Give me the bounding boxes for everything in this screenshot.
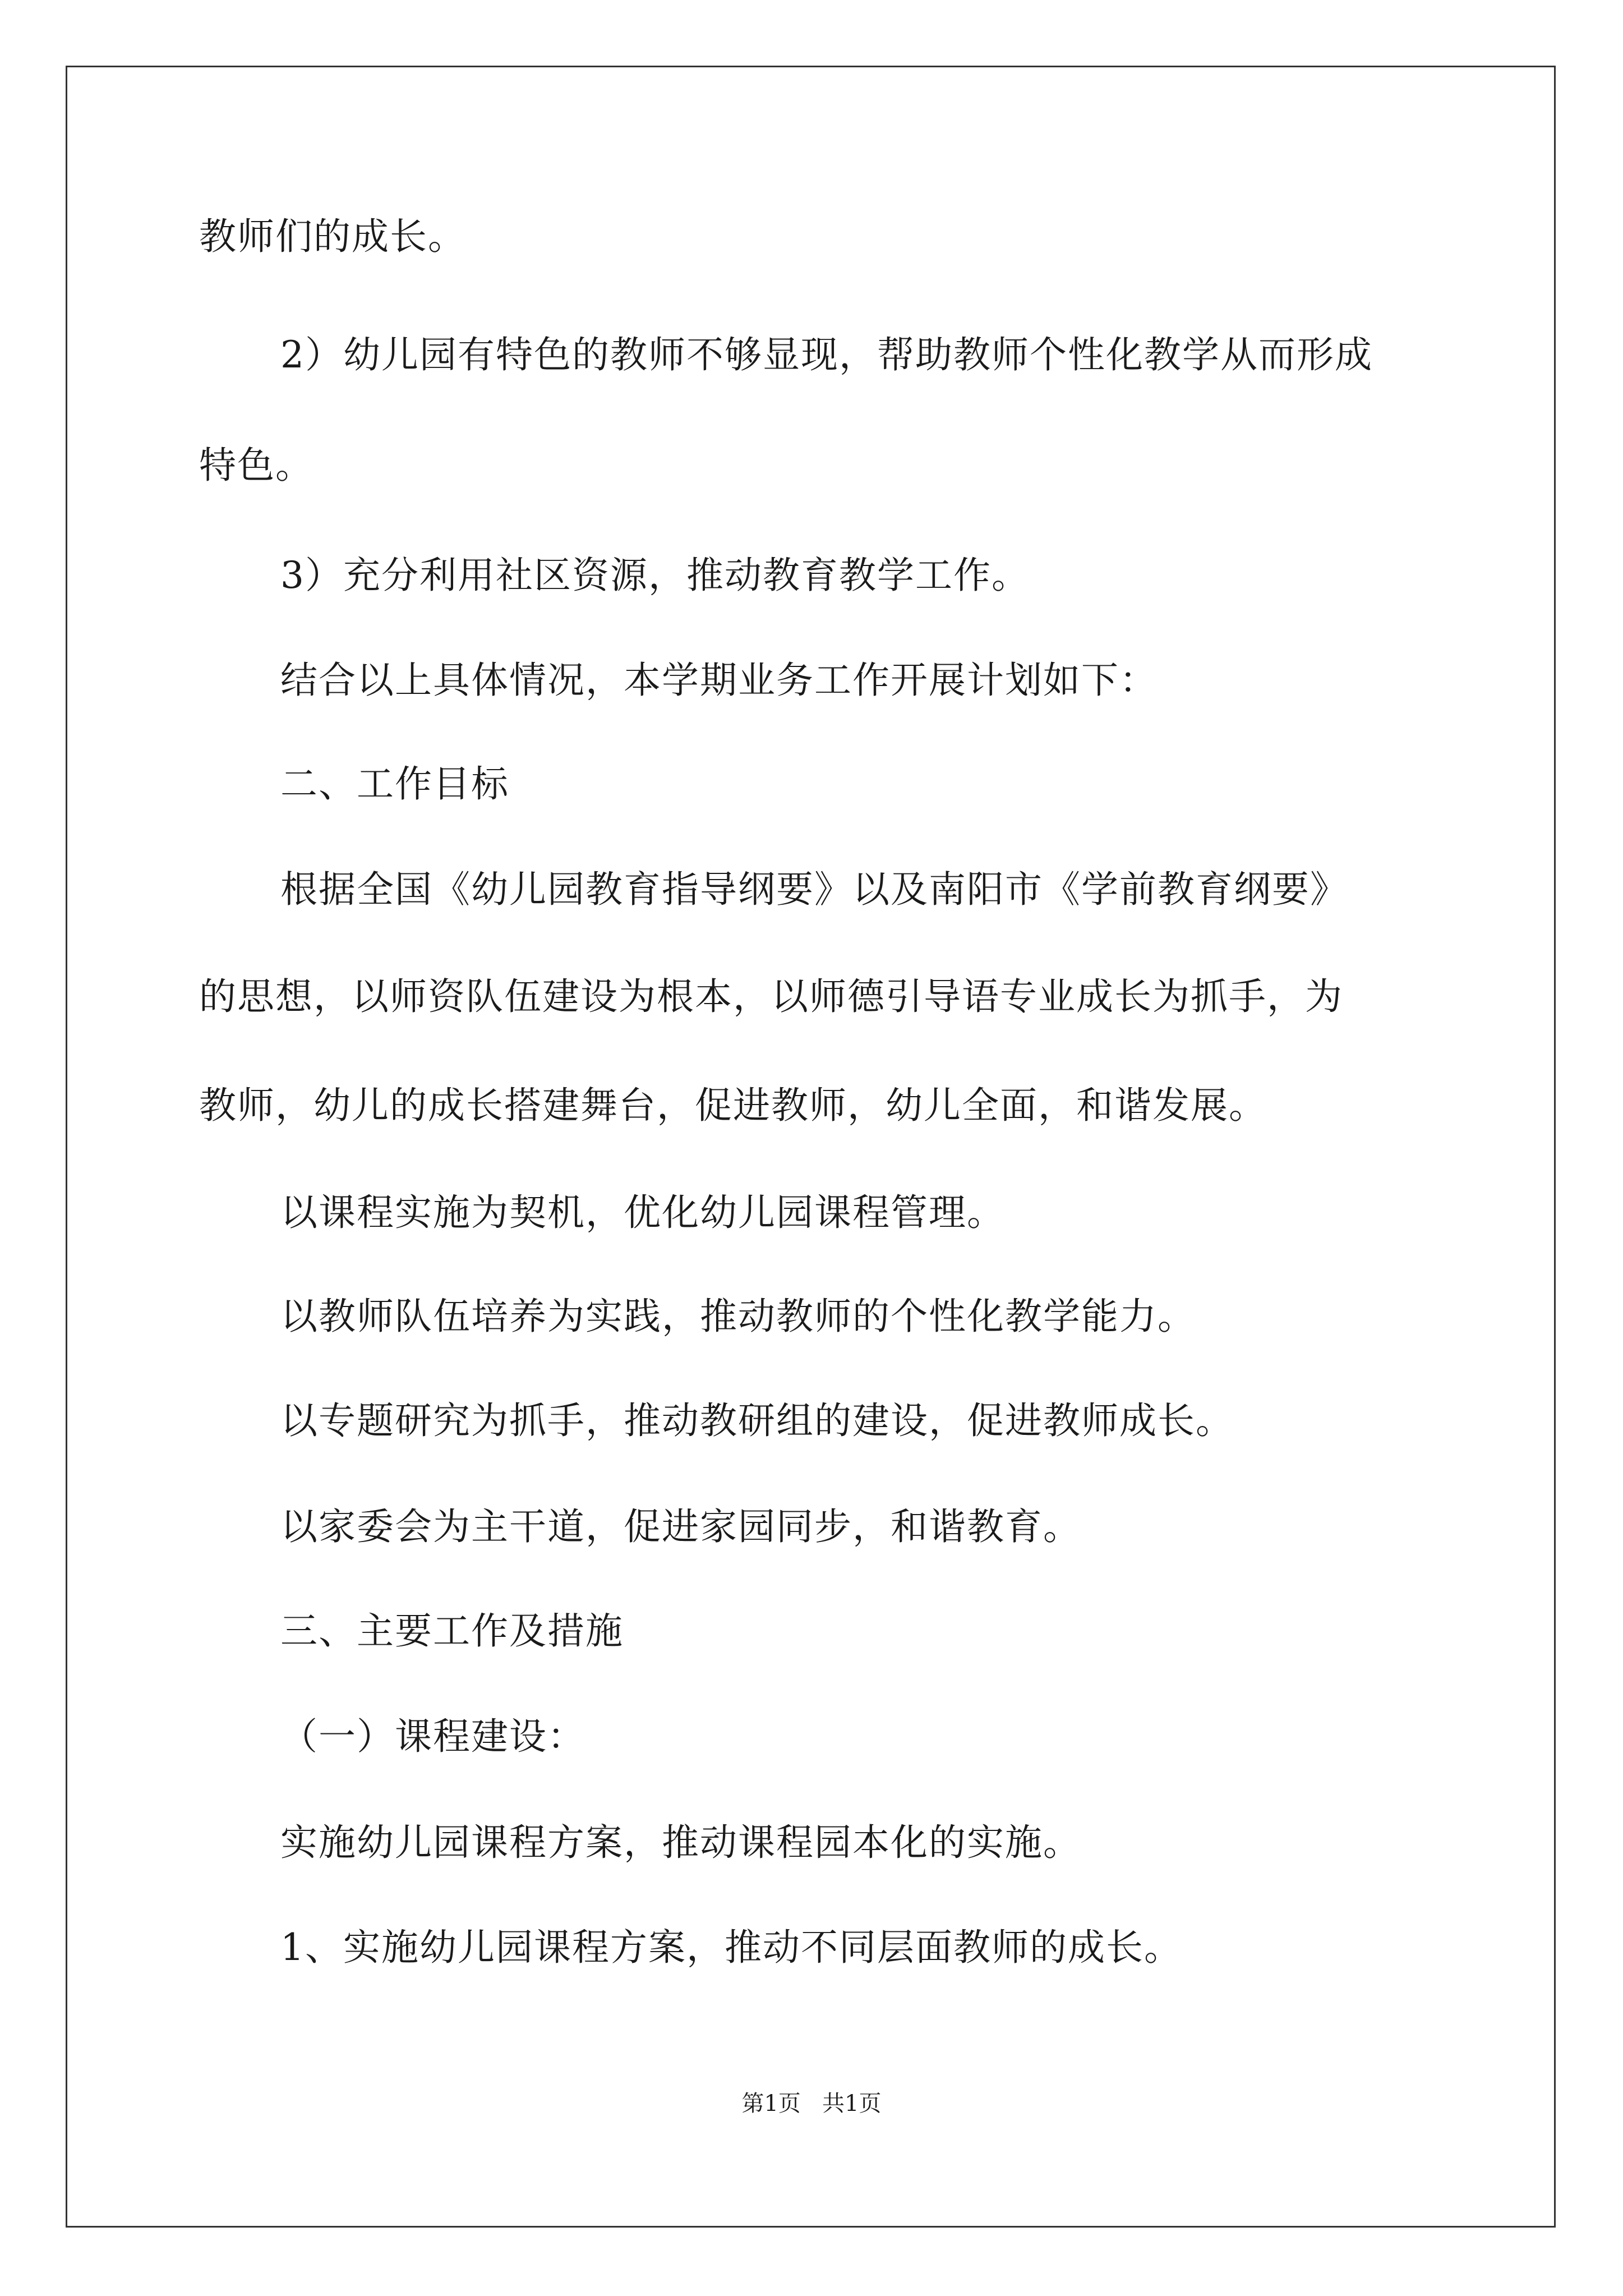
page-border <box>66 66 1556 2228</box>
body-line: 以教师队伍培养为实践，推动教师的个性化教学能力。 <box>280 1295 1196 1338</box>
body-line: 的思想，以师资队伍建设为根本，以师德引导语专业成长为抓手，为 <box>199 975 1343 1018</box>
body-line: 特色。 <box>199 444 313 487</box>
body-line: 实施幼儿园课程方案，推动课程园本化的实施。 <box>280 1821 1081 1864</box>
body-line: 结合以上具体情况，本学期业务工作开展计划如下： <box>280 659 1158 702</box>
section-heading: 三、主要工作及措施 <box>280 1609 624 1653</box>
subsection-heading: （一）课程建设： <box>280 1715 585 1758</box>
body-line: 3）充分利用社区资源，推动教育教学工作。 <box>280 554 1030 597</box>
body-line: 以课程实施为契机，优化幼儿园课程管理。 <box>280 1191 1005 1234</box>
section-heading: 二、工作目标 <box>280 762 509 806</box>
body-line: 1、实施幼儿园课程方案，推动不同层面教师的成长。 <box>280 1926 1182 1969</box>
body-line: 以专题研究为抓手，推动教研组的建设，促进教师成长。 <box>280 1399 1234 1442</box>
page-number-footer: 第1页 共1页 <box>741 2091 882 2116</box>
body-line: 根据全国《幼儿园教育指导纲要》以及南阳市《学前教育纲要》 <box>280 868 1348 911</box>
body-line: 2）幼儿园有特色的教师不够显现，帮助教师个性化教学从而形成 <box>280 333 1373 376</box>
body-line: 教师们的成长。 <box>199 215 466 258</box>
body-line: 以家委会为主干道，促进家园同步，和谐教育。 <box>280 1505 1081 1548</box>
body-line: 教师，幼儿的成长搭建舞台，促进教师，幼儿全面，和谐发展。 <box>199 1084 1267 1127</box>
